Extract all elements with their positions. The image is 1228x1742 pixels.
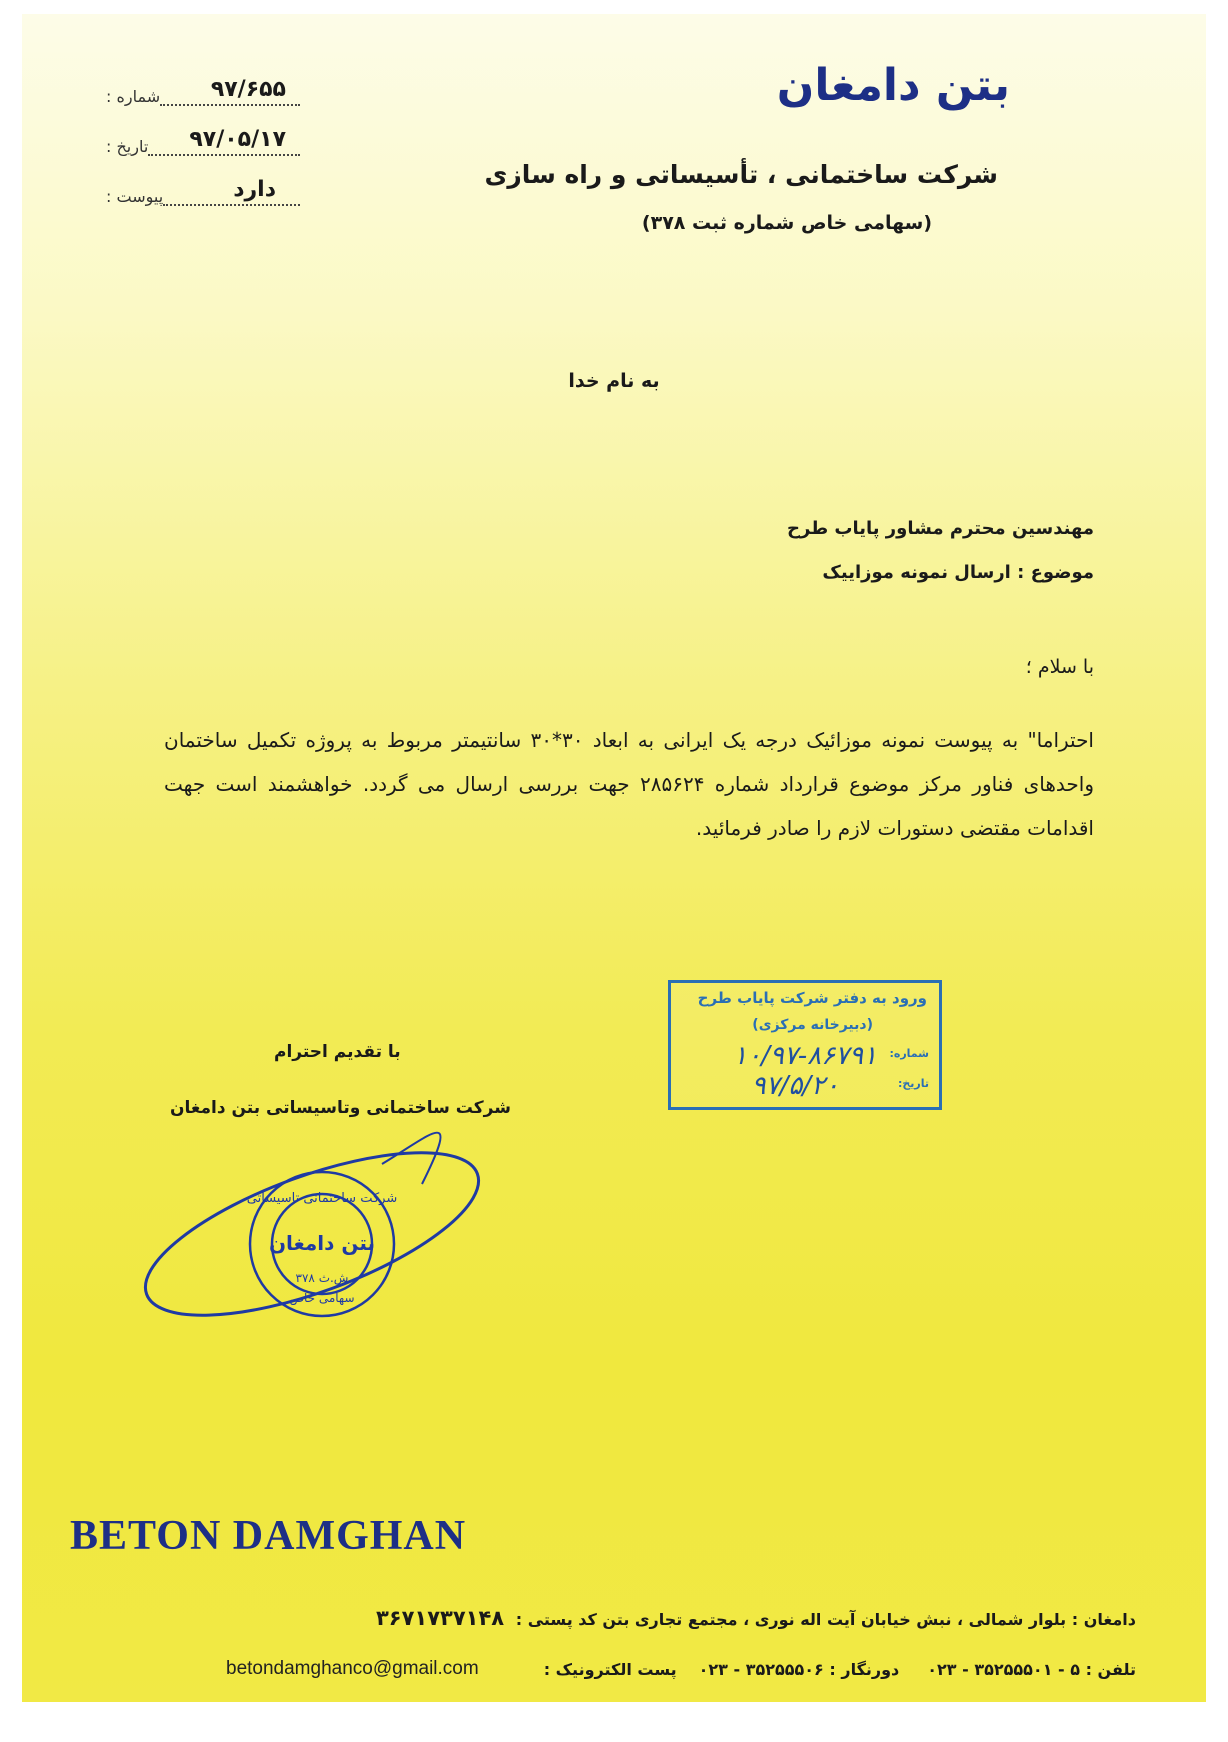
email-label: پست الکترونیک : xyxy=(543,1660,677,1679)
received-stamp xyxy=(668,980,942,1110)
date-line xyxy=(148,128,300,156)
date-label: تاریخ : xyxy=(106,137,149,156)
footer-address xyxy=(376,1606,1136,1630)
seal-center-text: بتن دامغان xyxy=(268,1231,376,1255)
postal-code: ۳۶۷۱۷۳۷۱۴۸ xyxy=(375,1606,505,1630)
closing: با تقدیم احترام xyxy=(274,1042,401,1062)
number-label: شماره : xyxy=(106,87,161,106)
attachment-line xyxy=(163,178,300,206)
basmala: به نام خدا xyxy=(568,370,660,392)
meta-date-row xyxy=(100,122,300,156)
seal-type-text: سهامی خاص xyxy=(289,1291,355,1305)
stamp-number-value: ۱۰/۹۷-۸۶۷۹۱ xyxy=(733,1041,877,1071)
stamp-date-label: تاریخ: xyxy=(897,1077,929,1090)
company-name: شرکت ساختمانی ، تأسیساتی و راه سازی xyxy=(484,160,998,189)
letter-sheet xyxy=(22,14,1206,1702)
signer-name: شرکت ساختمانی وتاسیساتی بتن دامغان xyxy=(170,1098,511,1118)
footer-contact xyxy=(544,1660,1136,1679)
recipient: مهندسین محترم مشاور پایاب طرح xyxy=(787,518,1094,539)
stamp-title: ورود به دفتر شرکت پایاب طرح xyxy=(697,989,927,1007)
signature-stroke xyxy=(382,1133,441,1184)
latin-brand: BETON DAMGHAN xyxy=(70,1513,467,1559)
fax-text: دورنگار : ۳۵۲۵۵۵۰۶ - ۰۲۳ xyxy=(698,1660,900,1679)
stamp-number-label: شماره: xyxy=(889,1047,929,1060)
greeting: با سلام ؛ xyxy=(1025,656,1094,678)
seal-reg-text: ش.ث ۳۷۸ xyxy=(295,1271,349,1285)
attachment-label: پیوست : xyxy=(106,187,164,206)
company-seal xyxy=(132,1124,492,1354)
letter-body: احتراما" به پیوست نمونه موزائیک درجه یک ایرانی به ابعاد ۳۰*۳۰ سانتیمتر مربوط به پروژه تکمیل ساختمان واحدهای فناور مرکز موضوع قرارداد شماره ۲۸۵۶۲۴ جهت بررسی ارسال می گردد. خواهشمند است جهت اقدامات مقتضی دستورات لازم را صادر فرمائید. xyxy=(164,728,1094,840)
stamp-subtitle: (دبیرخانه مرکزی) xyxy=(752,1017,873,1033)
seal-ring-text: شرکت ساختمانی تاسیساتی xyxy=(246,1191,398,1206)
meta-number-row xyxy=(100,72,300,106)
attachment-value: دارد xyxy=(233,177,276,202)
subject: موضوع : ارسال نمونه موزاییک xyxy=(822,562,1094,583)
brand-title: بتن دامغان xyxy=(776,60,1010,111)
email-address: betondamghanco@gmail.com xyxy=(226,1658,479,1679)
registration-note: (سهامی خاص شماره ثبت ۳۷۸) xyxy=(641,212,932,234)
stamp-date-value: ۹۷/۵/۲۰ xyxy=(751,1071,839,1101)
number-value: ۹۷/۶۵۵ xyxy=(210,77,286,102)
meta-attachment-row xyxy=(100,172,300,206)
number-line xyxy=(160,78,300,106)
date-value: ۹۷/۰۵/۱۷ xyxy=(189,127,286,152)
phone-text: تلفن : ۵ - ۳۵۲۵۵۵۰۱ - ۰۲۳ xyxy=(927,1660,1136,1679)
address-text: دامغان : بلوار شمالی ، نبش خیابان آیت اله نوری ، مجتمع تجاری بتن کد پستی : xyxy=(515,1610,1136,1629)
